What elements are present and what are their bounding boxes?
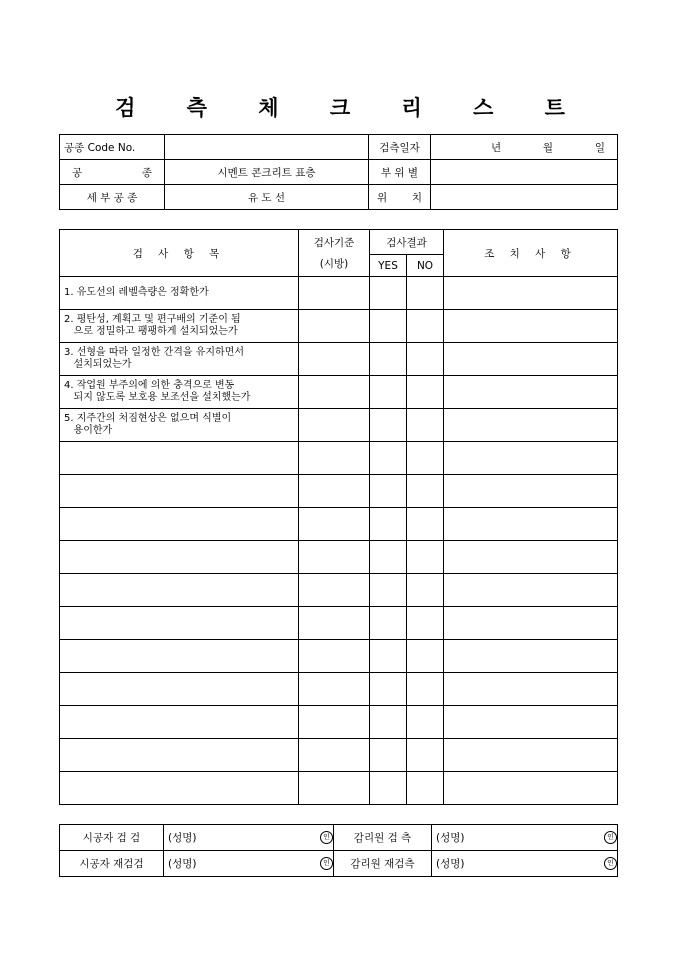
no-checkbox[interactable] xyxy=(407,706,444,739)
standard-cell[interactable] xyxy=(299,574,370,607)
yes-checkbox[interactable] xyxy=(370,442,407,475)
item-text xyxy=(60,541,299,574)
table-row xyxy=(60,640,618,673)
no-checkbox[interactable] xyxy=(407,343,444,376)
standard-cell[interactable] xyxy=(299,310,370,343)
yes-checkbox[interactable] xyxy=(370,607,407,640)
header-action: 조 치 사 항 xyxy=(444,230,618,277)
contractor-inspection-label: 시공자 검 검 xyxy=(60,825,164,851)
table-row xyxy=(60,310,618,343)
no-checkbox[interactable] xyxy=(407,739,444,772)
standard-cell[interactable] xyxy=(299,475,370,508)
standard-cell[interactable] xyxy=(299,541,370,574)
action-cell[interactable] xyxy=(444,673,618,706)
table-row xyxy=(60,277,618,310)
table-row xyxy=(60,574,618,607)
standard-cell[interactable] xyxy=(299,673,370,706)
action-cell[interactable] xyxy=(444,508,618,541)
no-checkbox[interactable] xyxy=(407,772,444,805)
header-standard-line1: 검사기준 xyxy=(313,237,355,249)
item-text: 1. 유도선의 레벨측량은 정확한가 xyxy=(60,277,299,310)
checklist-table xyxy=(59,229,618,805)
name-label: (성명) xyxy=(436,832,465,844)
item-text: 5. 지주간의 처짐현상은 없으며 식별이 용이한가 xyxy=(60,409,299,442)
standard-cell[interactable] xyxy=(299,376,370,409)
supervisor-inspection-sign[interactable] xyxy=(432,825,618,851)
yes-checkbox[interactable] xyxy=(370,541,407,574)
name-label: (성명) xyxy=(436,858,465,870)
item-text xyxy=(60,640,299,673)
action-cell[interactable] xyxy=(444,772,618,805)
supervisor-reinspection-label: 감리원 재검측 xyxy=(334,851,432,877)
no-checkbox[interactable] xyxy=(407,442,444,475)
no-checkbox[interactable] xyxy=(407,607,444,640)
inspection-date-label: 검측일자 xyxy=(369,135,431,160)
yes-checkbox[interactable] xyxy=(370,673,407,706)
yes-checkbox[interactable] xyxy=(370,310,407,343)
action-cell[interactable] xyxy=(444,475,618,508)
item-text: 2. 평탄성, 계획고 및 편구배의 기준이 됨 으로 정밀하고 팽팽하게 설치되었는가 xyxy=(60,310,299,343)
work-code-label: 공종 Code No. xyxy=(60,135,165,160)
contractor-reinspection-label: 시공자 재검검 xyxy=(60,851,164,877)
day-label: 일 xyxy=(594,141,605,154)
standard-cell[interactable] xyxy=(299,772,370,805)
no-checkbox[interactable] xyxy=(407,475,444,508)
work-type-label: 공 종 xyxy=(60,160,165,185)
header-result: 검사결과 xyxy=(370,230,444,255)
no-checkbox[interactable] xyxy=(407,508,444,541)
item-text xyxy=(60,574,299,607)
yes-checkbox[interactable] xyxy=(370,574,407,607)
action-cell[interactable] xyxy=(444,706,618,739)
no-checkbox[interactable] xyxy=(407,640,444,673)
month-label: 월 xyxy=(542,141,554,154)
page-title: 검 측 체 크 리 스 트 xyxy=(115,95,587,120)
yes-checkbox[interactable] xyxy=(370,772,407,805)
seal-icon: 인 xyxy=(320,831,333,844)
standard-cell[interactable] xyxy=(299,607,370,640)
item-text xyxy=(60,442,299,475)
supervisor-inspection-label: 감리원 검 측 xyxy=(334,825,432,851)
table-row xyxy=(60,607,618,640)
action-cell[interactable] xyxy=(444,277,618,310)
table-row xyxy=(60,508,618,541)
standard-cell[interactable] xyxy=(299,508,370,541)
info-table xyxy=(59,134,618,210)
standard-cell[interactable] xyxy=(299,640,370,673)
standard-cell[interactable] xyxy=(299,343,370,376)
standard-cell[interactable] xyxy=(299,739,370,772)
seal-icon: 인 xyxy=(604,831,617,844)
standard-cell[interactable] xyxy=(299,706,370,739)
yes-checkbox[interactable] xyxy=(370,409,407,442)
item-text xyxy=(60,706,299,739)
no-checkbox[interactable] xyxy=(407,574,444,607)
action-cell[interactable] xyxy=(444,442,618,475)
yes-checkbox[interactable] xyxy=(370,475,407,508)
supervisor-reinspection-sign[interactable] xyxy=(432,851,618,877)
header-no: NO xyxy=(407,255,444,277)
yes-checkbox[interactable] xyxy=(370,706,407,739)
action-cell[interactable] xyxy=(444,310,618,343)
item-text xyxy=(60,607,299,640)
action-cell[interactable] xyxy=(444,541,618,574)
work-code-field[interactable] xyxy=(165,135,369,160)
yes-checkbox[interactable] xyxy=(370,508,407,541)
item-text xyxy=(60,475,299,508)
item-text xyxy=(60,508,299,541)
item-text xyxy=(60,673,299,706)
action-cell[interactable] xyxy=(444,640,618,673)
item-text: 4. 작업원 부주의에 의한 충격으로 변동 되지 않도록 보호용 보조선을 설치했는가 xyxy=(60,376,299,409)
year-label: 년 xyxy=(491,141,502,154)
location-field[interactable] xyxy=(431,185,618,210)
item-text xyxy=(60,739,299,772)
action-cell[interactable] xyxy=(444,409,618,442)
action-cell[interactable] xyxy=(444,376,618,409)
action-cell[interactable] xyxy=(444,574,618,607)
table-row xyxy=(60,442,618,475)
header-item: 검 사 항 목 xyxy=(60,230,299,277)
no-checkbox[interactable] xyxy=(407,541,444,574)
standard-cell[interactable] xyxy=(299,277,370,310)
signature-table xyxy=(59,824,618,877)
no-checkbox[interactable] xyxy=(407,673,444,706)
sub-work-label: 세 부 공 종 xyxy=(60,185,165,210)
table-row xyxy=(60,541,618,574)
action-cell[interactable] xyxy=(444,607,618,640)
work-type-field[interactable]: 시멘트 콘크리트 표층 xyxy=(165,160,369,185)
inspection-date-field[interactable] xyxy=(431,135,618,160)
table-row xyxy=(60,475,618,508)
part-field[interactable] xyxy=(431,160,618,185)
action-cell[interactable] xyxy=(444,739,618,772)
table-row xyxy=(60,376,618,409)
standard-cell[interactable] xyxy=(299,442,370,475)
yes-checkbox[interactable] xyxy=(370,376,407,409)
item-text: 3. 선형을 따라 일정한 간격을 유지하면서 설치되었는가 xyxy=(60,343,299,376)
item-text xyxy=(60,772,299,805)
table-row xyxy=(60,673,618,706)
part-label: 부 위 별 xyxy=(369,160,431,185)
table-row xyxy=(60,772,618,805)
yes-checkbox[interactable] xyxy=(370,277,407,310)
contractor-inspection-sign[interactable] xyxy=(164,825,334,851)
name-label: (성명) xyxy=(168,858,197,870)
no-checkbox[interactable] xyxy=(407,376,444,409)
no-checkbox[interactable] xyxy=(407,409,444,442)
table-row xyxy=(60,409,618,442)
table-row xyxy=(60,706,618,739)
name-label: (성명) xyxy=(168,832,197,844)
table-row xyxy=(60,739,618,772)
yes-checkbox[interactable] xyxy=(370,640,407,673)
standard-cell[interactable] xyxy=(299,409,370,442)
table-row xyxy=(60,343,618,376)
sub-work-field[interactable]: 유 도 선 xyxy=(165,185,369,210)
location-label: 위 치 xyxy=(369,185,431,210)
contractor-reinspection-sign[interactable] xyxy=(164,851,334,877)
no-checkbox[interactable] xyxy=(407,310,444,343)
header-standard-line2: (시방) xyxy=(319,258,349,270)
seal-icon: 인 xyxy=(604,857,617,870)
header-standard xyxy=(299,230,370,277)
yes-checkbox[interactable] xyxy=(370,343,407,376)
header-yes: YES xyxy=(370,255,407,277)
no-checkbox[interactable] xyxy=(407,277,444,310)
seal-icon: 인 xyxy=(320,857,333,870)
yes-checkbox[interactable] xyxy=(370,739,407,772)
action-cell[interactable] xyxy=(444,343,618,376)
